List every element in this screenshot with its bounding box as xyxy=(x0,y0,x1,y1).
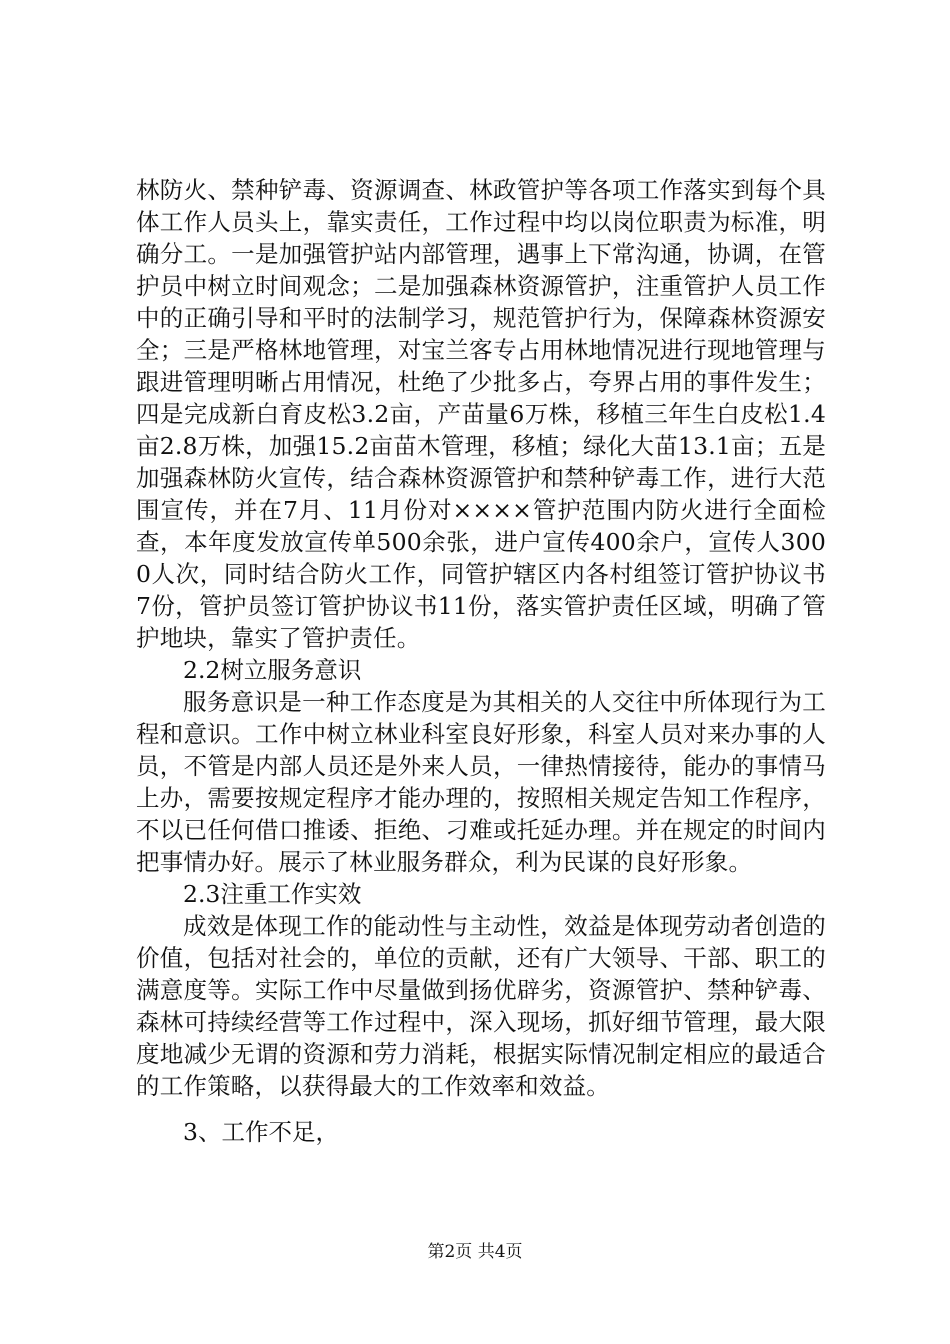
paragraph-forest-management: 林防火、禁种铲毒、资源调查、林政管护等各项工作落实到每个具体工作人员头上，靠实责任，工作过程中均以岗位职责为标准，明确分工。一是加强管护站内部管理，遇事上下常沟通，协调，在管护员中树立时间观念；二是加强森林资源管护，注重管护人员工作中的正确引导和平时的法制学习，规范管护行为，保障森林资源安全；三是严格林地管理，对宝兰客专占用林地情况进行现地管理与跟进管理明晰占用情况，杜绝了少批多占，夸界占用的事件发生；四是完成新白育皮松3.2亩，产苗量6万株，移植三年生白皮松1.4亩2.8万株，加强15.2亩苗木管理，移植；绿化大苗13.1亩；五是加强森林防火宣传，结合森林资源管护和禁种铲毒工作，进行大范围宣传，并在7月、11月份对××××管护范围内防火进行全面检查，本年度发放宣传单500余张，进户宣传400余户，宣传人3000人次，同时结合防火工作，同管护辖区内各村组签订管护协议书7份，管护员签订管护协议书11份，落实管护责任区域，明确了管护地块，靠实了管护责任。 xyxy=(136,176,826,652)
paragraph-work-effectiveness: 成效是体现工作的能动性与主动性，效益是体现劳动者创造的价值，包括对社会的，单位的贡献，还有广大领导、干部、职工的满意度等。实际工作中尽量做到扬优辟劣，资源管护、禁种铲毒、森林可持续经营等工作过程中，深入现场，抓好细节管理，最大限度地减少无谓的资源和劳力消耗，根据实际情况制定相应的最适合的工作策略，以获得最大的工作效率和效益。 xyxy=(136,912,826,1100)
section-heading-service-awareness: 2.2树立服务意识 xyxy=(183,656,362,684)
page-footer xyxy=(0,1240,950,1264)
paragraph-service-awareness: 服务意识是一种工作态度是为其相关的人交往中所体现行为工程和意识。工作中树立林业科室良好形象，科室人员对来办事的人员，不管是内部人员还是外来人员，一律热情接待，能办的事情马上办，需要按规定程序才能办理的，按照相关规定告知工作程序，不以已任何借口推诿、拒绝、刁难或托延办理。并在规定的时间内把事情办好。展示了林业服务群众，利为民谋的良好形象。 xyxy=(136,688,826,876)
page-number-indicator: 第2页 共4页 xyxy=(427,1242,523,1262)
section-heading-work-effectiveness: 2.3注重工作实效 xyxy=(183,880,362,908)
document-body xyxy=(136,174,826,1148)
section-heading-shortcomings: 3、工作不足， xyxy=(183,1118,339,1146)
